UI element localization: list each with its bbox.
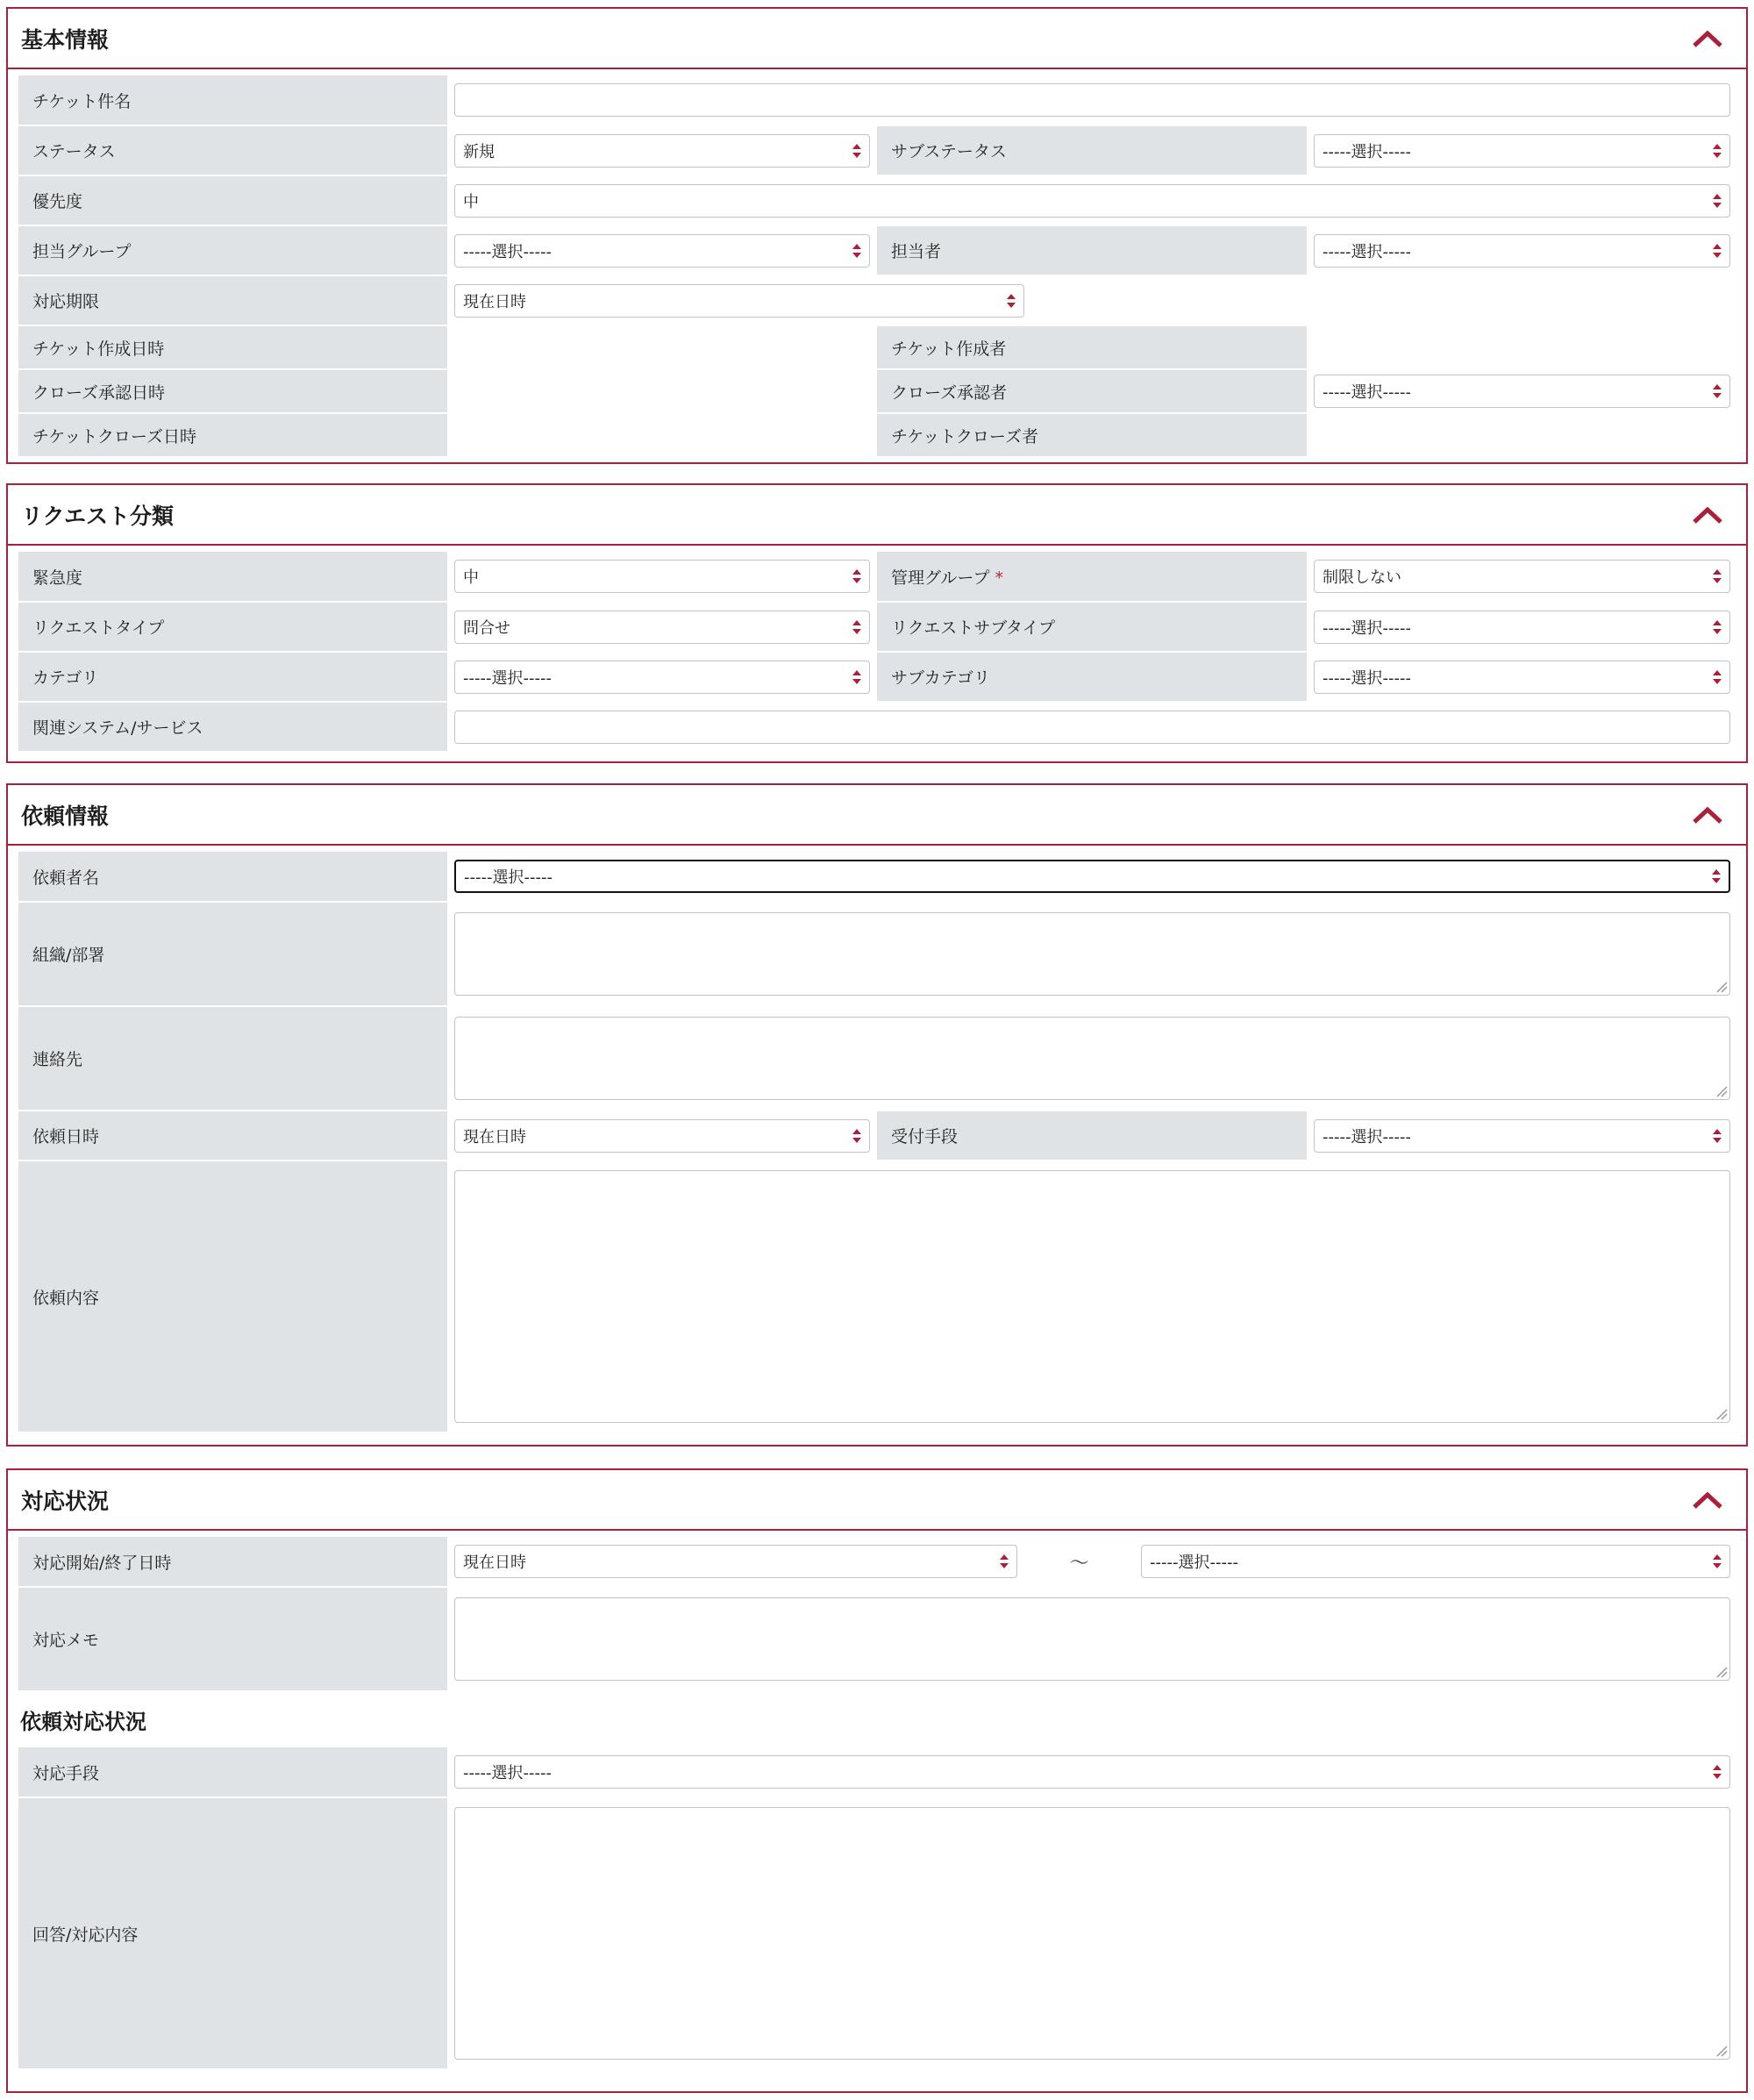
- basic-info-panel: [6, 7, 1748, 464]
- request-subtype-select[interactable]: [1314, 611, 1730, 644]
- select-arrows-icon: [852, 142, 862, 160]
- select-value: -----選択-----: [1323, 142, 1411, 161]
- field-label: クローズ承認日時: [18, 369, 447, 413]
- field-label: 管理グループ: [891, 568, 990, 588]
- basic-info-header[interactable]: [8, 9, 1746, 69]
- resize-grip-icon[interactable]: [1715, 1085, 1728, 1097]
- field-label: 依頼日時: [18, 1111, 447, 1161]
- select-value: -----選択-----: [1150, 1554, 1238, 1572]
- deadline-select[interactable]: [454, 284, 1024, 318]
- requester-name-select[interactable]: [454, 860, 1730, 893]
- field-label: カテゴリ: [18, 652, 447, 702]
- select-arrows-icon: [1711, 868, 1722, 885]
- field-label: 対応メモ: [18, 1587, 447, 1691]
- resize-grip-icon[interactable]: [1715, 1408, 1728, 1420]
- select-arrows-icon: [852, 242, 862, 260]
- field-label: チケット件名: [18, 75, 447, 125]
- close-approver-select[interactable]: [1314, 375, 1730, 408]
- select-arrows-icon: [1712, 1763, 1722, 1781]
- field-label: チケット作成者: [877, 325, 1307, 369]
- field-label: 関連システム/サービス: [18, 702, 447, 752]
- field-label: サブステータス: [877, 125, 1307, 175]
- select-arrows-icon: [1712, 382, 1722, 400]
- priority-select[interactable]: [454, 184, 1730, 218]
- select-arrows-icon: [1712, 1553, 1722, 1570]
- response-status-panel: [6, 1468, 1748, 2093]
- chevron-up-icon[interactable]: [1692, 1490, 1723, 1510]
- response-status-header[interactable]: [8, 1470, 1746, 1531]
- select-value: -----選択-----: [1323, 618, 1411, 638]
- field-label: 依頼内容: [18, 1161, 447, 1432]
- urgency-select[interactable]: [454, 560, 870, 593]
- field-label: リクエストタイプ: [18, 602, 447, 652]
- response-method-select[interactable]: [454, 1755, 1730, 1789]
- field-label: チケット作成日時: [18, 325, 447, 369]
- field-label: 対応手段: [18, 1747, 447, 1797]
- select-value: 中: [463, 192, 479, 211]
- basic-info-form: [18, 75, 1737, 458]
- mgmt-group-label-cell: [877, 552, 1307, 602]
- ticket-name-input[interactable]: [454, 83, 1730, 117]
- answer-textarea[interactable]: [454, 1807, 1730, 2060]
- field-label: 対応開始/終了日時: [18, 1537, 447, 1587]
- chevron-up-icon[interactable]: [1692, 805, 1723, 825]
- select-arrows-icon: [852, 668, 862, 686]
- requester-info-form: [18, 852, 1737, 1433]
- mgmt-group-select[interactable]: [1314, 560, 1730, 593]
- field-label: 受付手段: [877, 1111, 1307, 1161]
- select-value: -----選択-----: [463, 1764, 552, 1782]
- select-arrows-icon: [1006, 292, 1016, 310]
- related-system-input[interactable]: [454, 711, 1730, 744]
- select-value: -----選択-----: [1323, 668, 1411, 688]
- response-status-form: [18, 1537, 1737, 1692]
- request-date-select[interactable]: [454, 1119, 870, 1153]
- select-value: 現在日時: [463, 1127, 526, 1146]
- close-approved-at-value: [447, 369, 877, 413]
- select-value: -----選択-----: [1323, 242, 1411, 261]
- assignee-select[interactable]: [1314, 234, 1730, 268]
- select-value: -----選択-----: [1323, 383, 1411, 402]
- select-arrows-icon: [852, 618, 862, 636]
- field-label: チケットクローズ者: [877, 413, 1307, 457]
- response-memo-textarea[interactable]: [454, 1597, 1730, 1681]
- panel-title: 対応状況: [21, 1488, 110, 1514]
- field-label: 回答/対応内容: [18, 1797, 447, 2069]
- select-arrows-icon: [1712, 618, 1722, 636]
- select-value: 新規: [463, 142, 495, 161]
- panel-title: 基本情報: [21, 26, 110, 53]
- closed-by-value: [1307, 413, 1737, 457]
- request-category-panel: [6, 483, 1748, 763]
- select-value: -----選択-----: [464, 868, 553, 887]
- select-value: 現在日時: [463, 1554, 526, 1572]
- subcategory-select[interactable]: [1314, 661, 1730, 694]
- panel-title: 依頼情報: [21, 803, 110, 829]
- category-select[interactable]: [454, 661, 870, 694]
- select-value: -----選択-----: [463, 242, 552, 261]
- reception-channel-select[interactable]: [1314, 1119, 1730, 1153]
- status-select[interactable]: [454, 134, 870, 168]
- field-label: 対応期限: [18, 275, 447, 325]
- resize-grip-icon[interactable]: [1715, 981, 1728, 993]
- panel-title: リクエスト分類: [21, 503, 175, 529]
- select-arrows-icon: [852, 568, 862, 585]
- sub-status-select[interactable]: [1314, 134, 1730, 168]
- field-label: リクエストサブタイプ: [877, 602, 1307, 652]
- created-by-value: [1307, 325, 1737, 369]
- select-arrows-icon: [1712, 142, 1722, 160]
- organization-textarea[interactable]: [454, 912, 1730, 996]
- request-category-header[interactable]: [8, 485, 1746, 546]
- field-label: 依頼者名: [18, 852, 447, 902]
- select-arrows-icon: [1712, 668, 1722, 686]
- created-at-value: [447, 325, 877, 369]
- select-value: 中: [463, 568, 479, 587]
- requester-info-panel: [6, 783, 1748, 1446]
- field-label: クローズ承認者: [877, 369, 1307, 413]
- field-label: 担当者: [877, 225, 1307, 275]
- field-label: チケットクローズ日時: [18, 413, 447, 457]
- range-separator: ～: [1024, 1537, 1134, 1587]
- response-detail-form: [18, 1747, 1737, 2070]
- request-content-textarea[interactable]: [454, 1170, 1730, 1423]
- field-label: 連絡先: [18, 1006, 447, 1111]
- response-start-select[interactable]: [454, 1545, 1017, 1578]
- field-label: 担当グループ: [18, 225, 447, 275]
- select-arrows-icon: [1712, 1127, 1722, 1145]
- assign-group-select[interactable]: [454, 234, 870, 268]
- select-value: -----選択-----: [463, 668, 552, 688]
- select-value: 問合せ: [463, 618, 510, 638]
- sub-section-title: 依頼対応状況: [20, 1710, 146, 1734]
- chevron-up-icon[interactable]: [1692, 505, 1723, 525]
- contact-textarea[interactable]: [454, 1017, 1730, 1100]
- select-value: -----選択-----: [1323, 1127, 1411, 1146]
- resize-grip-icon[interactable]: [1715, 2045, 1728, 2057]
- closed-at-value: [447, 413, 877, 457]
- field-label: 組織/部署: [18, 902, 447, 1006]
- request-category-form: [18, 552, 1737, 753]
- response-end-select[interactable]: [1141, 1545, 1730, 1578]
- field-label: 優先度: [18, 175, 447, 225]
- field-label: 緊急度: [18, 552, 447, 602]
- required-asterisk: *: [995, 568, 1003, 588]
- resize-grip-icon[interactable]: [1715, 1666, 1728, 1678]
- select-arrows-icon: [1712, 242, 1722, 260]
- request-type-select[interactable]: [454, 611, 870, 644]
- field-label: サブカテゴリ: [877, 652, 1307, 702]
- select-value: 制限しない: [1323, 568, 1401, 587]
- requester-info-header[interactable]: [8, 785, 1746, 846]
- select-arrows-icon: [852, 1127, 862, 1145]
- chevron-up-icon[interactable]: [1692, 29, 1723, 48]
- field-label: ステータス: [18, 125, 447, 175]
- select-arrows-icon: [999, 1553, 1009, 1570]
- select-arrows-icon: [1712, 192, 1722, 210]
- select-value: 現在日時: [463, 292, 526, 311]
- select-arrows-icon: [1712, 568, 1722, 585]
